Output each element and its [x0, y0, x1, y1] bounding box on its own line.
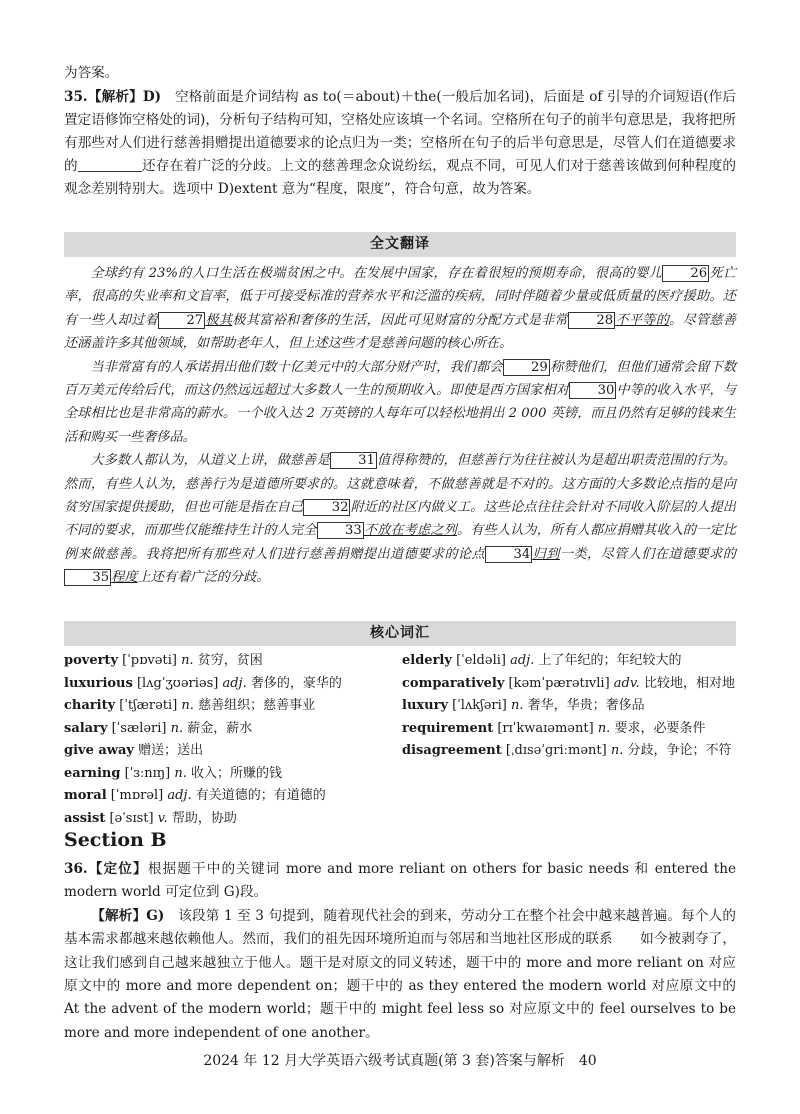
answer-choice: G) — [146, 907, 165, 924]
question-number: 36. — [64, 861, 88, 877]
vocabulary-part-of-speech: n. — [174, 765, 187, 781]
question-36-analysis — [64, 858, 736, 1045]
translation-paragraph — [64, 356, 736, 450]
vocabulary-part-of-speech: n. — [181, 653, 194, 668]
section-band-translation: 全文翻译 — [64, 232, 736, 257]
text: 称赞他们，但他们通常会留下数百万美元传给后代，而这仍然远远超过大多数人一生的预期收入。即使是西方国家相对 — [64, 359, 737, 399]
vocabulary-definition: 薪金，薪水 — [187, 720, 253, 736]
vocabulary-word: give away — [64, 743, 134, 758]
vocabulary-phonetic: [ˈmɒrəl] — [110, 788, 164, 803]
vocabulary-definition: 要求，必要条件 — [614, 720, 706, 736]
vocabulary-part-of-speech: n. — [170, 720, 184, 736]
vocabulary-definition: 奢侈的，豪华的 — [250, 675, 342, 691]
vocabulary-column-left — [64, 650, 394, 830]
blank-number-box: 29 — [503, 359, 550, 376]
answer-underline: 不放在考虑之列 — [363, 523, 457, 539]
vocabulary-word: charity — [64, 698, 116, 713]
vocabulary-definition: 慈善组织；慈善事业 — [198, 698, 316, 713]
vocabulary-definition: 帮助，协助 — [171, 810, 237, 826]
text: 死亡率，很高的失业率和文盲率，低于可接受标准的营养水平和泛滥的疾病，同时伴随着少量或低质量的医疗援助。还有一些人却过着 — [64, 266, 737, 328]
answer-underline: 极其 — [205, 312, 233, 328]
vocabulary-definition: 收入；所赚的钱 — [191, 765, 283, 781]
analysis-tag: 【解析】 — [87, 89, 143, 105]
vocabulary-part-of-speech: adj. — [222, 675, 247, 691]
vocabulary-phonetic: [ˈlʌkʃəri] — [452, 698, 507, 713]
full-translation — [64, 262, 736, 590]
text: 上还有着广泛的分歧。 — [137, 570, 270, 586]
vocabulary-word: salary — [64, 720, 108, 736]
vocabulary-part-of-speech: n. — [510, 698, 524, 713]
vocabulary-entry — [64, 785, 394, 808]
vocabulary-entry — [64, 740, 394, 763]
vocabulary-part-of-speech: n. — [181, 698, 194, 713]
vocabulary-word: moral — [64, 788, 107, 803]
section-band-vocabulary: 核心词汇 — [64, 621, 736, 646]
vocabulary-part-of-speech: adj. — [167, 788, 192, 803]
blank-number-box: 30 — [569, 382, 616, 399]
vocabulary-word: earning — [64, 765, 121, 781]
vocabulary-word: disagreement — [402, 743, 502, 758]
vocabulary-phonetic: [əˈsɪst] — [109, 810, 154, 826]
text: 。尽管慈善还涵盖许多其他领域，如帮助老年人，但上述这些才是慈善问题的核心所在。 — [64, 312, 737, 352]
vocabulary-part-of-speech: n. — [610, 743, 624, 758]
blank-number-box: 26 — [662, 265, 709, 282]
locate-tag: 【定位】 — [87, 861, 148, 877]
blank-line — [78, 157, 142, 172]
continued-answer-line: 为答案。 — [64, 65, 119, 81]
vocabulary-word: assist — [64, 810, 106, 826]
vocabulary-entry — [402, 718, 736, 741]
analysis-line — [64, 905, 736, 1045]
answer-underline: 程度 — [111, 570, 138, 586]
blank-number-box: 28 — [568, 312, 615, 329]
vocabulary-definition: 比较地，相对地 — [643, 675, 735, 691]
vocabulary-entry — [402, 695, 736, 718]
answer-choice: D) — [142, 89, 162, 105]
vocabulary-definition: 上了年纪的；年纪较大的 — [538, 653, 682, 668]
question-number: 35. — [64, 89, 88, 105]
vocabulary-phonetic: [ˈɜːnɪŋ] — [124, 765, 171, 781]
vocabulary-phonetic: [rɪˈkwaɪəmənt] — [497, 720, 594, 736]
vocabulary-phonetic: [kəmˈpærətɪvli] — [508, 675, 610, 691]
vocabulary-part-of-speech: v. — [157, 810, 168, 826]
vocabulary-entry — [64, 808, 394, 831]
vocabulary-entry — [64, 650, 394, 673]
blank-number-box: 34 — [485, 546, 532, 563]
section-title: Section B — [64, 829, 167, 851]
blank-number-box: 31 — [330, 452, 377, 469]
question-35-analysis — [64, 86, 736, 201]
vocabulary-phonetic: [ˈpɒvəti] — [122, 653, 177, 668]
text: 附近的社区内做义工。这些论点往往会针对不同收入阶层的人提出不同的要求，而那些仅能维持生计的人完全 — [64, 500, 736, 539]
vocabulary-phonetic: [ˈeldəli] — [456, 653, 506, 668]
analysis-text-b: 还存在着广泛的分歧。上文的慈善理念众说纷纭，观点不同，可见人们对于慈善该做到何种程度的观念差别特别大。选项中 D)extent 意为“程度，限度”，符合句意，故为答案。 — [64, 158, 737, 197]
text: 中等的收入水平，与全球相比也是非常高的薪水。一个收入达 2 万英镑的人每年可以轻松地捐出 2 000 英镑，而且仍然有足够的钱来生活和购买一些奢侈品。 — [64, 383, 737, 445]
page-footer: 2024 年 12 月大学英语六级考试真题(第 3 套)答案与解析 40 — [203, 1053, 597, 1069]
vocabulary-word: requirement — [402, 720, 494, 736]
vocabulary-word: comparatively — [402, 675, 505, 691]
vocabulary-part-of-speech: n. — [597, 720, 611, 736]
blank-number-box: 35 — [64, 569, 111, 586]
blank-number-box: 32 — [303, 499, 350, 516]
vocabulary-entry — [64, 763, 394, 786]
text: 当非常富有的人承诺捐出他们数十亿美元中的大部分财产时，我们都会 — [90, 359, 503, 375]
answer-underline: 不平等的 — [615, 312, 670, 328]
vocabulary-entry — [64, 673, 394, 696]
vocabulary-word: elderly — [402, 653, 452, 668]
translation-paragraph — [64, 262, 736, 356]
vocabulary-phonetic: [ˈtʃærəti] — [119, 698, 178, 713]
vocabulary-definition: 奢华，华贵；奢侈品 — [527, 698, 645, 713]
analysis-tag: 【解析】 — [91, 907, 147, 924]
vocabulary-word: poverty — [64, 653, 118, 668]
vocabulary-phonetic: [lʌgˈʒʊəriəs] — [136, 675, 219, 691]
vocabulary-entry — [402, 740, 736, 763]
vocabulary-part-of-speech: adj. — [510, 653, 535, 668]
vocabulary-phonetic: [ˈsæləri] — [111, 720, 167, 736]
translation-paragraph — [64, 449, 736, 589]
vocabulary-definition: 赠送；送出 — [138, 743, 204, 758]
vocabulary-definition: 贫穷，贫困 — [197, 653, 263, 668]
locate-line — [64, 858, 736, 905]
text: 全球约有 23%的人口生活在极端贫困之中。在发展中国家，存在着很短的预期寿命，很高的婴儿 — [90, 266, 662, 281]
vocabulary-entry — [64, 695, 394, 718]
vocabulary-definition: 分歧，争论；不符 — [627, 743, 732, 758]
vocabulary-entry — [402, 650, 736, 673]
vocabulary-entry — [64, 718, 394, 741]
analysis-text: 该段第 1 至 3 句提到，随着现代社会的到来，劳动分工在整个社会中越来越普遍。每个人的基本需求都越来越依赖他人。然而，我们的祖先因环境所迫而与邻居和当地社区形成的联系 如今被剥夺了，这让我们感到自己越来越独立于他人。题干是对原文的同义转述，题干中的 more and more reliant on 对应原文中的 more and more dependent on；题干中的 as they entered the modern world 对应原文中的 At the advent of the modern world；题干中的 might feel less so 对应原文中的 feel ourselves to be more and more independent of one another。 — [64, 907, 736, 1041]
text: 一类，尽管人们在道德要求的 — [559, 546, 736, 562]
vocabulary-part-of-speech: adv. — [613, 675, 640, 691]
text: 大多数人都认为，从道义上讲，做慈善是 — [90, 453, 330, 469]
blank-number-box: 27 — [158, 312, 205, 329]
analysis-text-a: 空格前面是介词结构 as to(＝about)＋the(一般后加名词)，后面是 of 引导的介词短语(作后置定语修饰空格处的词)，分析句子结构可知，空格处应该填一个名词。空格所在句子的前半句意思是，我将把所有那些对人们进行慈善捐赠提出道德要求的论点归为一类；空格所在句子的后半句意思是，尽管人们在道德要求的 — [64, 89, 737, 174]
vocabulary-phonetic: [ˌdɪsəˈgriːmənt] — [505, 743, 607, 758]
blank-number-box: 33 — [317, 522, 364, 539]
answer-underline: 归到 — [532, 546, 560, 562]
text: 。有些人认为，所有人都应捐赠其收入的一定比例来做慈善。我将把所有那些对人们进行慈善捐赠提出道德要求的论点 — [64, 523, 737, 562]
text: 极其富裕和奢侈的生活，因此可见财富的分配方式是非常 — [232, 312, 568, 328]
locate-text: 根据题干中的关键词 more and more reliant on others for basic needs 和 entered the modern world 可定位到 G)段。 — [64, 861, 736, 901]
vocabulary-definition: 有关道德的；有道德的 — [195, 788, 326, 803]
vocabulary-word: luxury — [402, 698, 448, 713]
vocabulary-column-right — [402, 650, 736, 763]
text: 值得称赞的，但慈善行为往往被认为是超出职责范围的行为。然而，有些人认为，慈善行为是道德所要求的。这就意味着，不做慈善就是不对的。这方面的大多数论点指的是向贫穷国家提供援助，但也可能是指在自己 — [64, 453, 736, 516]
vocabulary-entry — [402, 673, 736, 696]
vocabulary-word: luxurious — [64, 675, 133, 691]
